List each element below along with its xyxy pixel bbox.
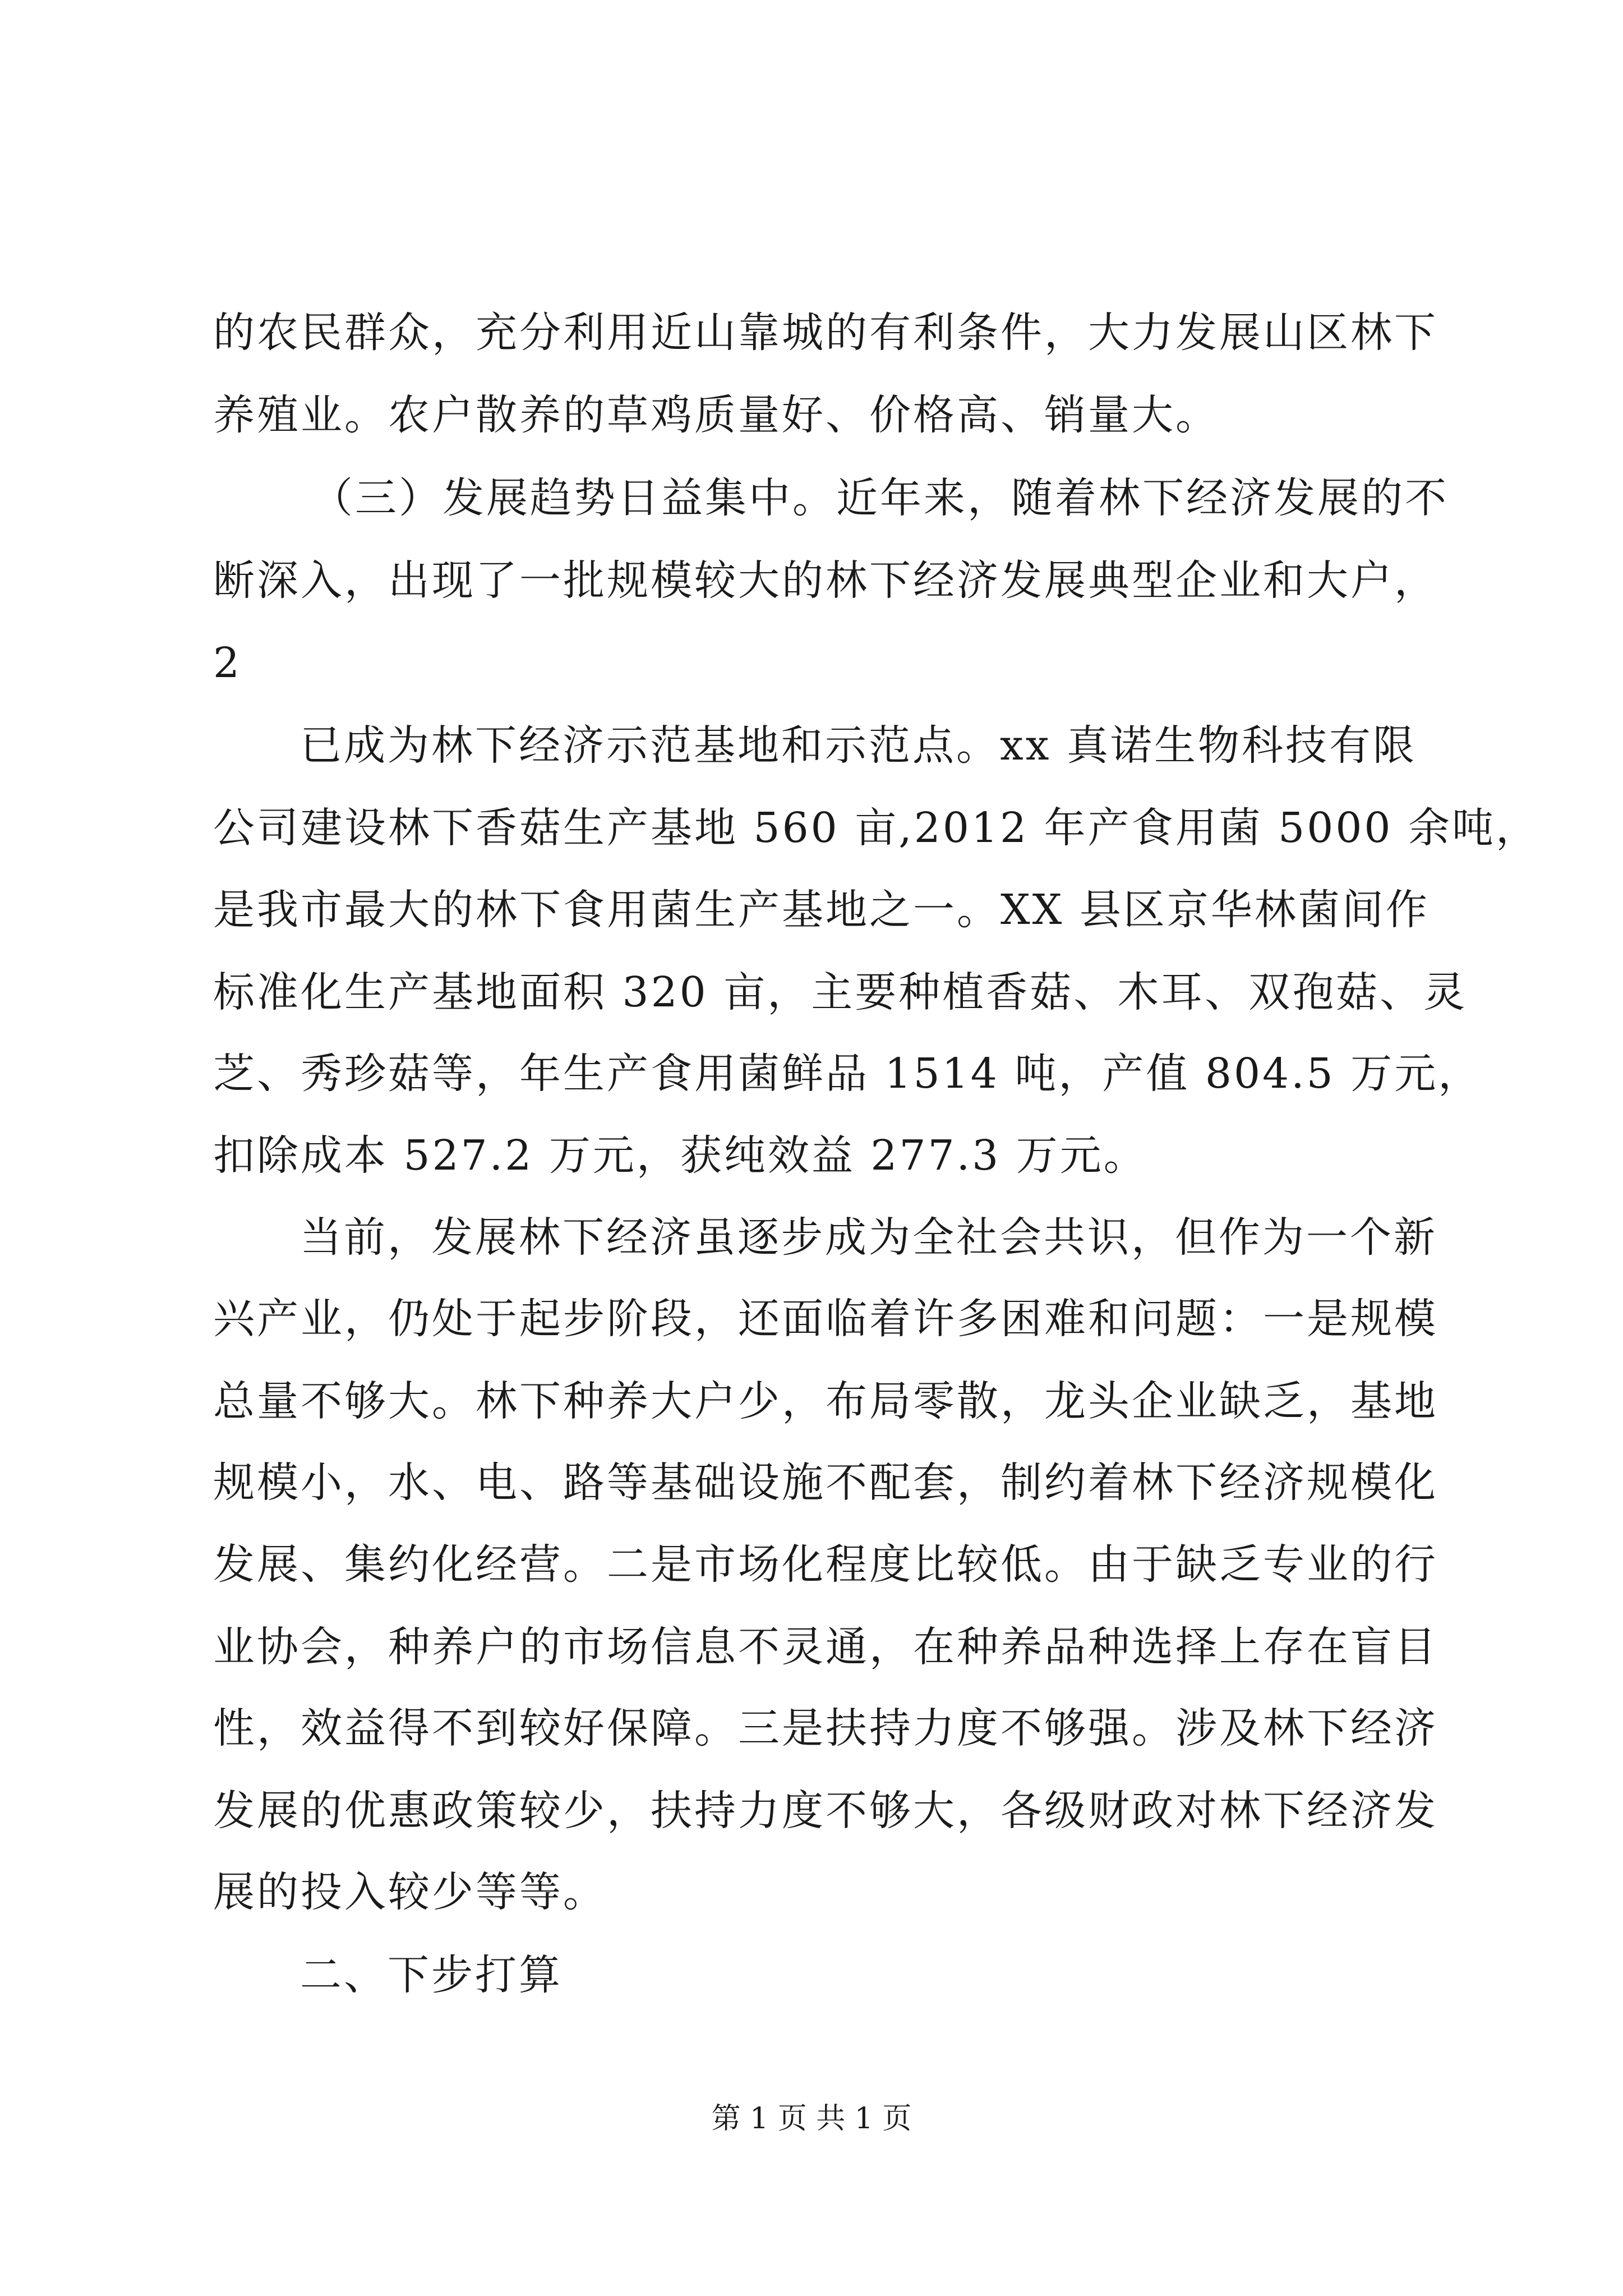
text-line: 兴产业，仍处于起步阶段，还面临着许多困难和问题：一是规模 xyxy=(213,1295,1438,1343)
page-number-marker: 2 xyxy=(213,639,242,687)
text-line: 业协会，种养户的市场信息不灵通，在种养品种选择上存在盲目 xyxy=(213,1623,1438,1671)
page-footer: 第 1 页 共 1 页 xyxy=(711,2102,912,2136)
text-line: 展的投入较少等等。 xyxy=(213,1868,607,1916)
text-line: 发展、集约化经营。二是市场化程度比较低。由于缺乏专业的行 xyxy=(213,1540,1438,1589)
text-line: （三）发展趋势日益集中。近年来，随着林下经济发展的不 xyxy=(311,474,1449,522)
text-line: 总量不够大。林下种养大户少，布局零散，龙头企业缺乏，基地 xyxy=(213,1377,1438,1425)
text-line: 扣除成本 527.2 万元，获纯效益 277.3 万元。 xyxy=(213,1131,1147,1180)
text-line: 公司建设林下香菇生产基地 560 亩,2012 年产食用菌 5000 余吨， xyxy=(213,804,1540,852)
text-line: 标准化生产基地面积 320 亩，主要种植香菇、木耳、双孢菇、灵 xyxy=(213,968,1468,1016)
text-line: 芝、秀珍菇等，年生产食用菌鲜品 1514 吨，产值 804.5 万元， xyxy=(213,1050,1482,1098)
text-line: 发展的优惠政策较少，扶持力度不够大，各级财政对林下经济发 xyxy=(213,1787,1438,1835)
text-line: 当前，发展林下经济虽逐步成为全社会共识，但作为一个新 xyxy=(300,1213,1437,1262)
text-line: 养殖业。农户散养的草鸡质量好、价格高、销量大。 xyxy=(213,391,1219,439)
text-line: 性，效益得不到较好保障。三是扶持力度不够强。涉及林下经济 xyxy=(213,1704,1438,1752)
text-line: 的农民群众，充分利用近山靠城的有利条件，大力发展山区林下 xyxy=(213,309,1438,357)
text-line: 规模小，水、电、路等基础设施不配套，制约着林下经济规模化 xyxy=(213,1458,1438,1507)
text-line: 已成为林下经济示范基地和示范点。xx 真诺生物科技有限 xyxy=(300,721,1417,770)
text-line: 断深入，出现了一批规模较大的林下经济发展典型企业和大户， xyxy=(213,556,1438,605)
section-heading: 二、下步打算 xyxy=(300,1951,562,1999)
text-line: 是我市最大的林下食用菌生产基地之一。XX 县区京华林菌间作 xyxy=(213,886,1430,934)
